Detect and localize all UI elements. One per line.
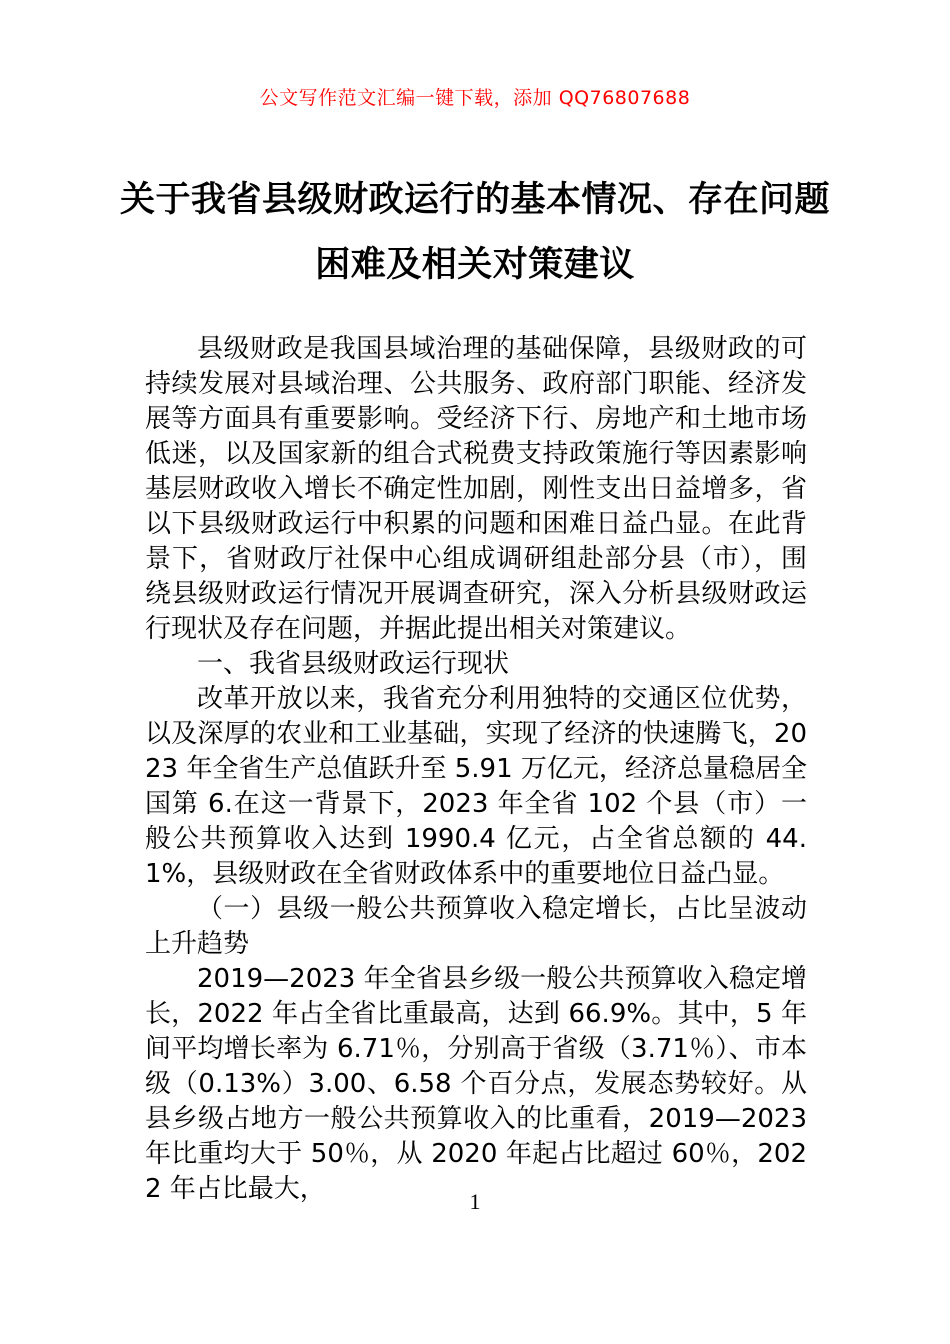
paragraph-intro: 县级财政是我国县域治理的基础保障，县级财政的可持续发展对县域治理、公共服务、政府部门职能、经济发展等方面具有重要影响。受经济下行、房地产和土地市场低迷，以及国家新的组合式税费支持政策施行等因素影响基层财政收入增长不确定性加剧，刚性支出日益增多，省以下县级财政运行中积累的问题和困难日益凸显。在此背景下，省财政厅社保中心组成调研组赴部分县（市），围绕县级财政运行情况开展调查研究，深入分析县级财政运行现状及存在问题，并据此提出相关对策建议。 — [145, 334, 807, 644]
page-number: 1 — [469, 1189, 481, 1214]
section-heading-1: 一、我省县级财政运行现状 — [197, 649, 510, 679]
paragraph-section-1: 改革开放以来，我省充分利用独特的交通区位优势，以及深厚的农业和工业基础，实现了经济的快速腾飞，2023 年全省生产总值跃升至 5.91 万亿元，经济总量稳居全国第 6.在这一背景下，2023 年全省 102 个县（市）一般公共预算收入达到 1990.4 亿元，占全省总额的 44.1%，县级财政在全省财政体系中的重要地位日益凸显。 — [145, 684, 807, 889]
subsection-heading-1: （一）县级一般公共预算收入稳定增长，占比呈波动上升趋势 — [145, 894, 807, 959]
paragraph-subsection-1: 2019—2023 年全省县乡级一般公共预算收入稳定增长，2022 年占全省比重最高，达到 66.9%。其中，5 年间平均增长率为 6.71％，分别高于省级（3.71％）、市本级（0.13%）3.00、6.58 个百分点，发展态势较好。从县乡级占地方一般公共预算收入的比重看，2019—2023 年比重均大于 50％，从 2020 年起占比超过 60％，2022 年占比最大， — [145, 964, 807, 1204]
document-body — [145, 332, 807, 1207]
header-note: 公文写作范文汇编一键下载，添加 QQ76807688 — [259, 87, 691, 109]
document-title: 关于我省县级财政运行的基本情况、存在问题困难及相关对策建议 — [120, 180, 831, 285]
